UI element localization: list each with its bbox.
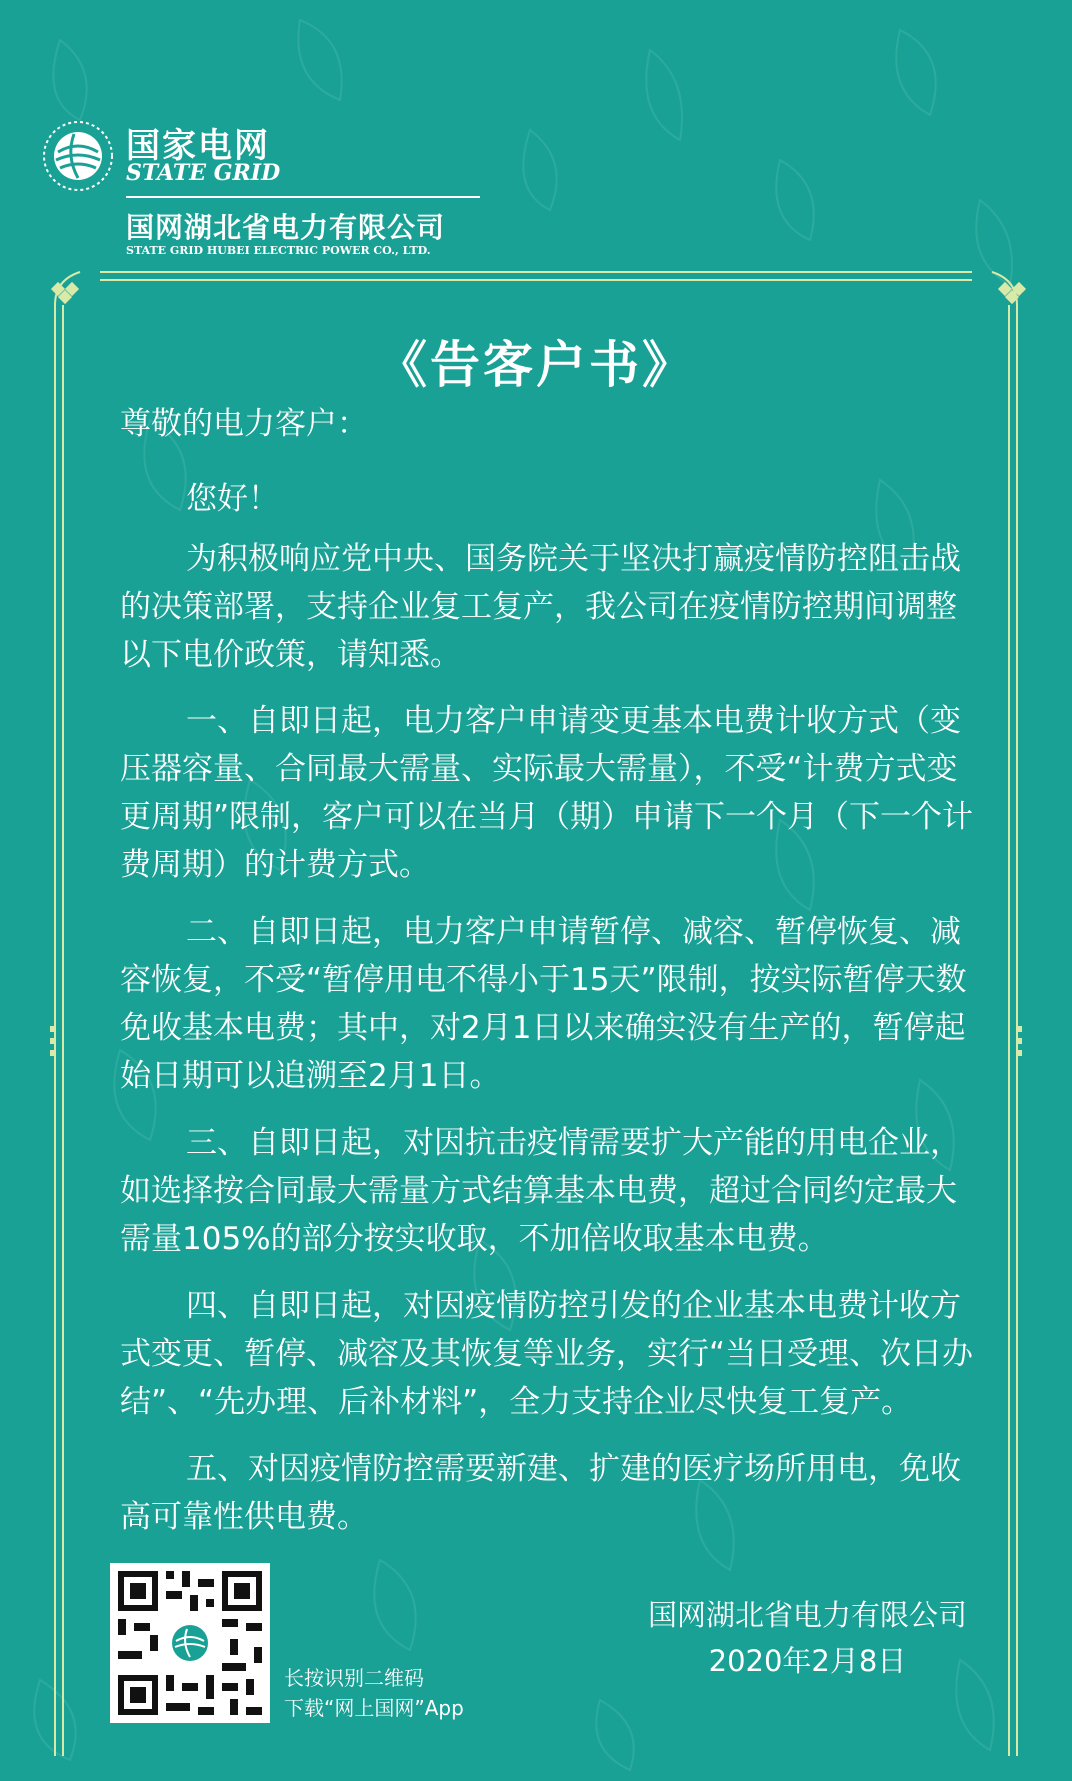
notice-title: 《告客户书》 [377, 336, 695, 394]
notice-item-2: 二、自即日起，电力客户申请暂停、减容、暂停恢复、减容恢复，不受“暂停用电不得小于15天”限制，按实际暂停天数免收基本电费；其中，对2月1日以来确实没有生产的，暂停起始日期可以追溯至2月1日。 [120, 914, 967, 1094]
notice-item-5: 五、对因疫情防控需要新建、扩建的医疗场所用电，免收高可靠性供电费。 [120, 1451, 961, 1535]
company-name-en: STATE GRID HUBEI ELECTRIC POWER CO., LTD. [126, 244, 431, 257]
qr-caption-download: 下载“网上国网”App [284, 1696, 464, 1720]
notice-intro-paragraph: 为积极响应党中央、国务院关于坚决打赢疫情防控阻击战的决策部署，支持企业复工复产，我公司在疫情防控期间调整以下电价政策，请知悉。 [120, 541, 961, 673]
brand-name-cn: 国家电网 [126, 126, 270, 166]
company-name-cn: 国网湖北省电力有限公司 [126, 211, 446, 244]
signature-date: 2020年2月8日 [708, 1644, 907, 1678]
brand-name-en: STATE GRID [126, 160, 281, 186]
notice-hello: 您好！ [186, 481, 279, 517]
qr-code-icon [110, 1563, 270, 1723]
notice-item-4: 四、自即日起，对因疫情防控引发的企业基本电费计收方式变更、暂停、减容及其恢复等业务，实行“当日受理、次日办结”、“先办理、后补材料”，全力支持企业尽快复工复产。 [120, 1288, 974, 1420]
signature-block [648, 1592, 967, 1684]
notice-item-1: 一、自即日起，电力客户申请变更基本电费计收方式（变压器容量、合同最大需量、实际最大需量），不受“计费方式变更周期”限制，客户可以在当月（期）申请下一个月（下一个计费周期）的计费方式。 [120, 703, 974, 883]
header-divider [126, 196, 480, 198]
brand-header [40, 110, 460, 260]
notice-greeting: 尊敬的电力客户： [120, 406, 368, 442]
state-grid-globe-icon [40, 118, 116, 194]
signature-company: 国网湖北省电力有限公司 [647, 1598, 967, 1632]
qr-code[interactable] [110, 1563, 270, 1723]
notice-item-3: 三、自即日起，对因抗击疫情需要扩大产能的用电企业，如选择按合同最大需量方式结算基本电费，超过合同约定最大需量105%的部分按实收取，不加倍收取基本电费。 [120, 1125, 961, 1257]
qr-caption-scan: 长按识别二维码 [284, 1666, 424, 1690]
